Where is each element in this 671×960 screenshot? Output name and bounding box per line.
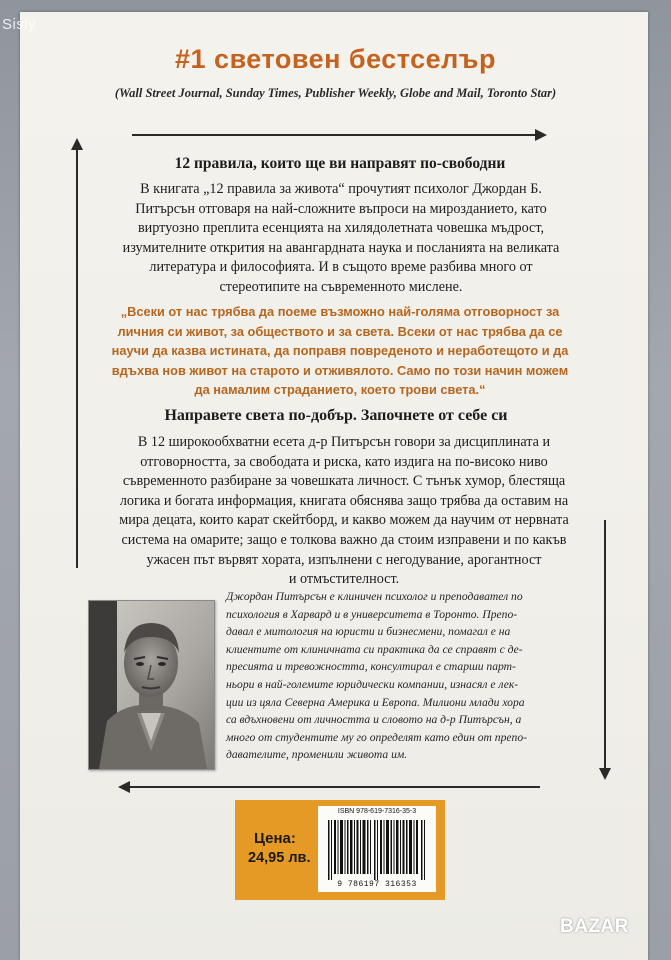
bio-line: давал е митология на юристи и бизнесмени, помагал е на [226, 625, 511, 639]
section2-line: и отмъстителност. [288, 571, 400, 588]
bio-line: ции из цяла Северна Америка и Европа. Милиони млади хора [226, 695, 525, 709]
bio-line: пресията и тревожността, консултирал е старши парт- [226, 660, 516, 674]
quote-line: научи да казва истината, да поправя повреденото и неработещото и да [111, 343, 569, 359]
top-arrow-line [132, 134, 537, 136]
section1-paragraph [96, 180, 586, 298]
quote-line: да намалим страданието, което трови света.“ [194, 382, 486, 398]
section2-line: съвременното разбиране за човешката личност. С тънък хумор, блестяща [122, 473, 566, 490]
bio-line: давателите, променили живота им. [226, 748, 408, 762]
author-portrait-icon [89, 601, 214, 769]
barcode-icon [328, 820, 426, 880]
bio-line: са вдъхновени от личността и словото на д-р Питърсън, а [226, 713, 522, 727]
left-arrow-line [76, 150, 78, 568]
bio-line: Джордан Питърсън е клиничен психолог и преподавател по [226, 590, 523, 603]
bottom-arrow-line [130, 786, 540, 788]
section1-line: В книгата „12 правила за живота“ прочутият психолог Джордан Б. [140, 181, 542, 197]
bio-line: много от студентите му го определят като един от препо- [226, 730, 527, 744]
price-value: 24,95 лв. [248, 850, 311, 866]
watermark-text: Sisly [2, 16, 37, 33]
top-arrow-head-icon [535, 129, 547, 141]
section1-line: литература и философията. И в същото време разбива много от [149, 259, 533, 276]
bottom-arrow-head-icon [118, 781, 130, 793]
bestseller-headline: #1 световен бестселър [175, 44, 496, 74]
right-arrow-head-icon [599, 768, 611, 780]
quote-line: личния си живот, за обществото и за света. Всеки от нас трябва да се [117, 323, 563, 339]
author-photo [88, 600, 215, 770]
section2-line: отговорността, за свободата и риска, като издига на по-високо ниво [140, 453, 548, 470]
section2-line: В 12 широкообхватни есета д-р Питърсън говори за дисциплината и [137, 434, 551, 450]
section2-line: ужасен път вървят хората, изпълнени с негодувание, арогантност [146, 551, 542, 568]
bio-line: психология в Харвард и в университета в Торонто. Препо- [226, 607, 518, 621]
section1-title: 12 правила, които ще ви направят по-свободни [174, 155, 506, 172]
quote-line: вдъхва нов живот на старото и отживялото. Само по този начин можем [111, 362, 569, 378]
section2-line: система на омарите; защо е толкова важно да стоим изправени и по какъв [121, 531, 567, 548]
section2-line: логика и богата информация, книгата обяснява защо трябва да оставим на [119, 492, 569, 509]
section1-line: стереотипите на съвременното мислене. [219, 278, 463, 295]
bio-line: ньори в най-големите юридически компании, изнасял е лек- [226, 677, 519, 691]
barcode-area [318, 806, 436, 892]
barcode-number: 9 786197 316353 [337, 880, 417, 889]
quote-line: „Всеки от нас трябва да поеме възможно най-голяма отговорност за [120, 304, 560, 319]
quote-block [110, 302, 570, 400]
section1-line: изумителните открития на авангардната наука и посланията на великата [122, 239, 560, 256]
section1-line: Питърсън отговаря на най-сложните въпроси на мирозданието, като [135, 200, 547, 217]
section2-title: Направете света по-добър. Започнете от себе си [164, 407, 508, 424]
bazar-logo: BAZAR [560, 916, 629, 937]
price-label: Цена: [254, 830, 296, 847]
sources-line: (Wall Street Journal, Sunday Times, Publisher Weekly, Globe and Mail, Toronto Star) [114, 86, 557, 100]
isbn-text: ISBN 978-619-7316-35-3 [337, 808, 417, 815]
author-bio [226, 588, 606, 764]
bio-line: клиентите от клиничната си практика да се справят с де- [226, 642, 523, 656]
section2-line: мира децата, които карат скейтборд, и какво можем да научим от нервната [119, 512, 569, 529]
section2-paragraph [94, 433, 594, 590]
section1-line: виртуозно преплита есенцията на хилядолетната човешка мъдрост, [137, 220, 545, 237]
left-arrow-head-icon [71, 138, 83, 150]
